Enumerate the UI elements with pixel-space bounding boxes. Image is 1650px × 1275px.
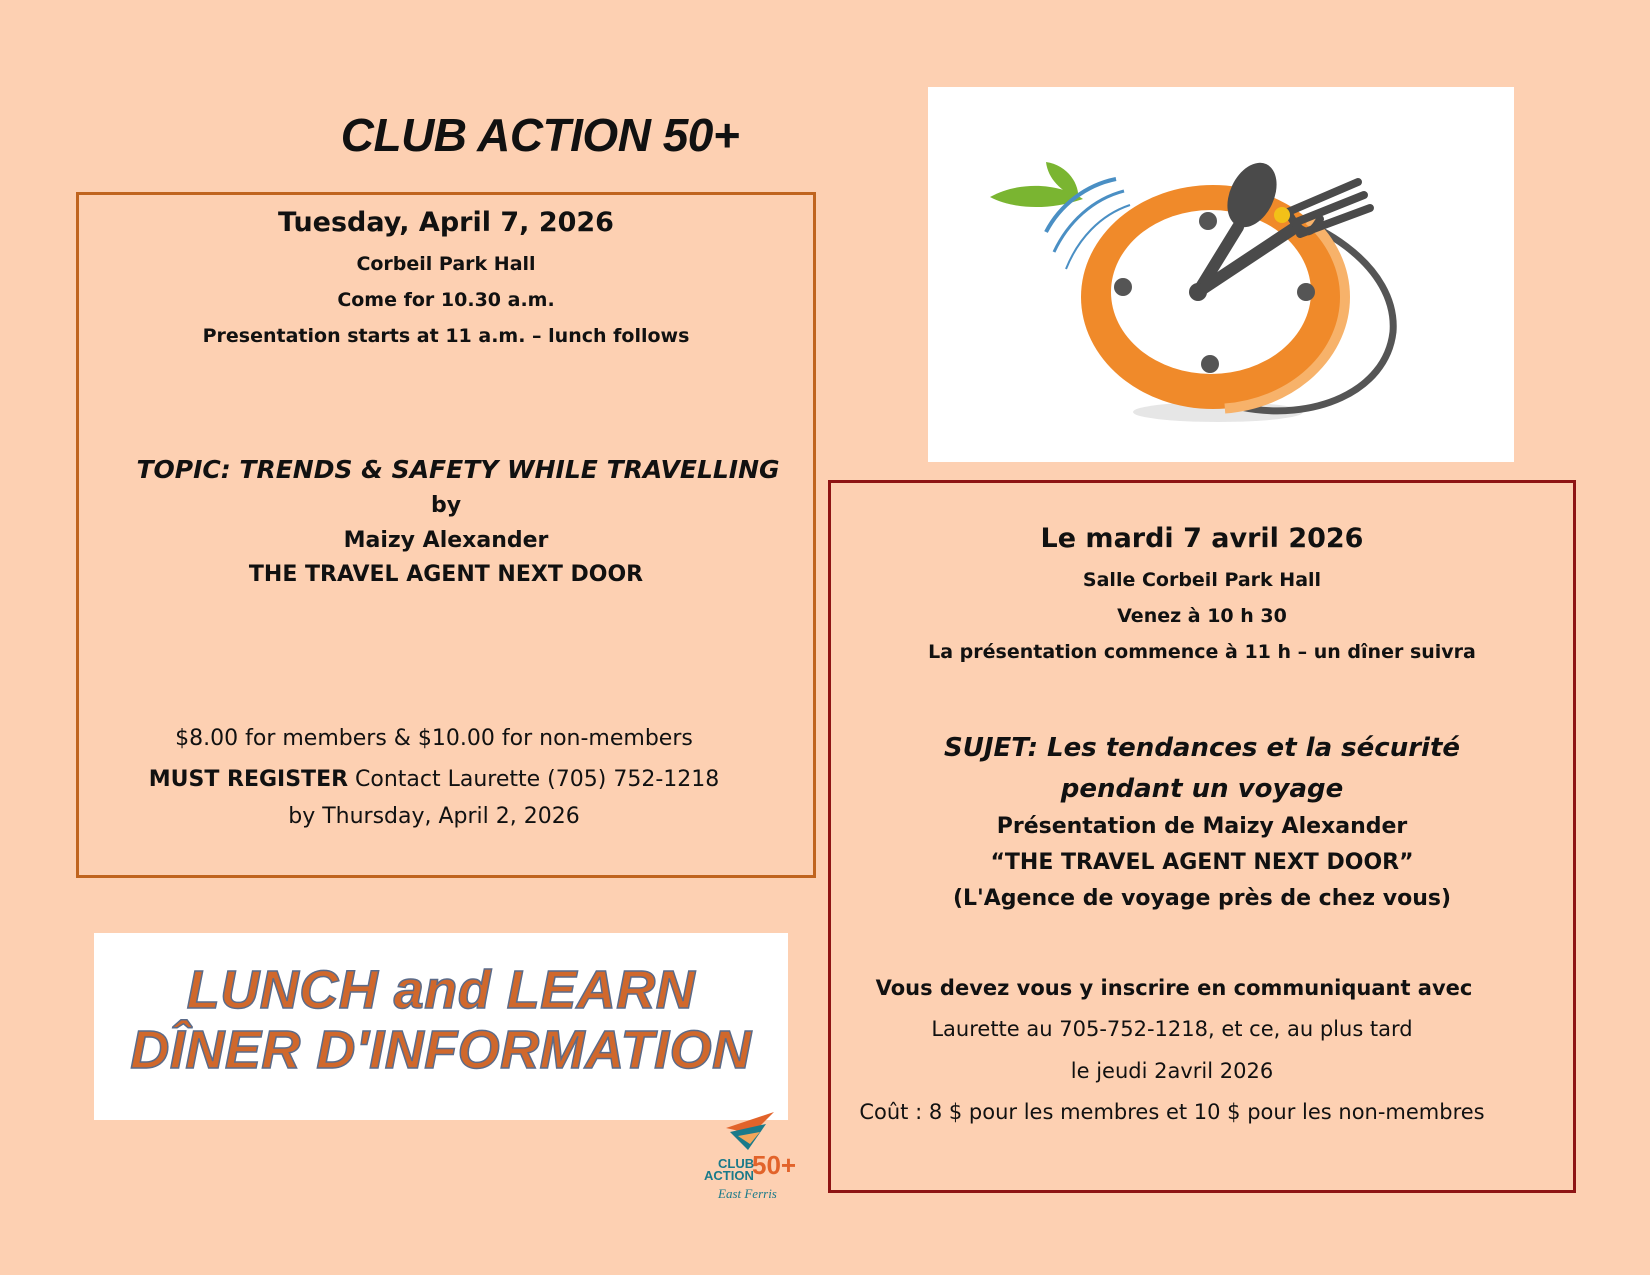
french-topic-line2: pendant un voyage: [1060, 774, 1344, 804]
logo-name-line2: ACTION: [704, 1168, 754, 1183]
french-topic-line1: SUJET: Les tendances et la sécurité: [943, 733, 1461, 763]
french-price: Coût : 8 $ pour les membres et 10 $ pour les non-membres: [859, 1100, 1485, 1124]
french-date: Le mardi 7 avril 2026: [1040, 523, 1364, 554]
clock-with-spoon-and-fork-icon: [928, 87, 1514, 462]
english-deadline: by Thursday, April 2, 2026: [288, 804, 580, 829]
english-presenter: Maizy Alexander: [343, 528, 549, 553]
french-event-box: [828, 480, 1576, 1193]
banner-line-english: LUNCH and LEARN: [186, 960, 696, 1020]
logo-number: 50+: [752, 1150, 797, 1180]
french-deadline: le jeudi 2avril 2026: [1070, 1059, 1274, 1083]
logo-place: East Ferris: [718, 1186, 777, 1201]
club-action-logo-icon: [700, 1110, 800, 1205]
logo-name-line1: CLUB: [718, 1156, 755, 1171]
english-company: THE TRAVEL AGENT NEXT DOOR: [248, 562, 644, 587]
lunch-and-learn-banner: [94, 933, 788, 1120]
french-schedule: La présentation commence à 11 h – un dîner suivra: [928, 641, 1476, 663]
french-register: Vous devez vous y inscrire en communiquant avec: [875, 976, 1473, 1000]
french-venue: Salle Corbeil Park Hall: [1082, 569, 1322, 591]
banner-line-french: DÎNER D'INFORMATION: [130, 1020, 752, 1080]
register-contact: Contact Laurette (705) 752-1218: [348, 767, 720, 792]
english-event-box: [76, 192, 816, 878]
english-by: by: [430, 493, 462, 518]
french-presenter: Présentation de Maizy Alexander: [996, 814, 1408, 839]
french-arrival: Venez à 10 h 30: [1117, 605, 1287, 627]
clock-illustration-card: [928, 87, 1514, 462]
english-register: [67, 767, 801, 792]
english-date: Tuesday, April 7, 2026: [278, 207, 614, 238]
french-contact: Laurette au 705-752-1218, et ce, au plus tard: [931, 1017, 1413, 1041]
french-company: “THE TRAVEL AGENT NEXT DOOR”: [990, 850, 1414, 875]
english-venue: Corbeil Park Hall: [356, 253, 536, 275]
english-schedule: Presentation starts at 11 a.m. – lunch follows: [202, 325, 690, 347]
must-register-label: MUST REGISTER: [148, 767, 349, 792]
french-company-translation: (L'Agence de voyage près de chez vous): [952, 886, 1452, 911]
english-arrival: Come for 10.30 a.m.: [337, 289, 555, 311]
page-title: CLUB ACTION 50+: [340, 109, 740, 161]
english-price: $8.00 for members & $10.00 for non-members: [175, 726, 693, 751]
english-topic: TOPIC: TRENDS & SAFETY WHILE TRAVELLING: [136, 455, 780, 484]
logo-name: [704, 1158, 754, 1182]
